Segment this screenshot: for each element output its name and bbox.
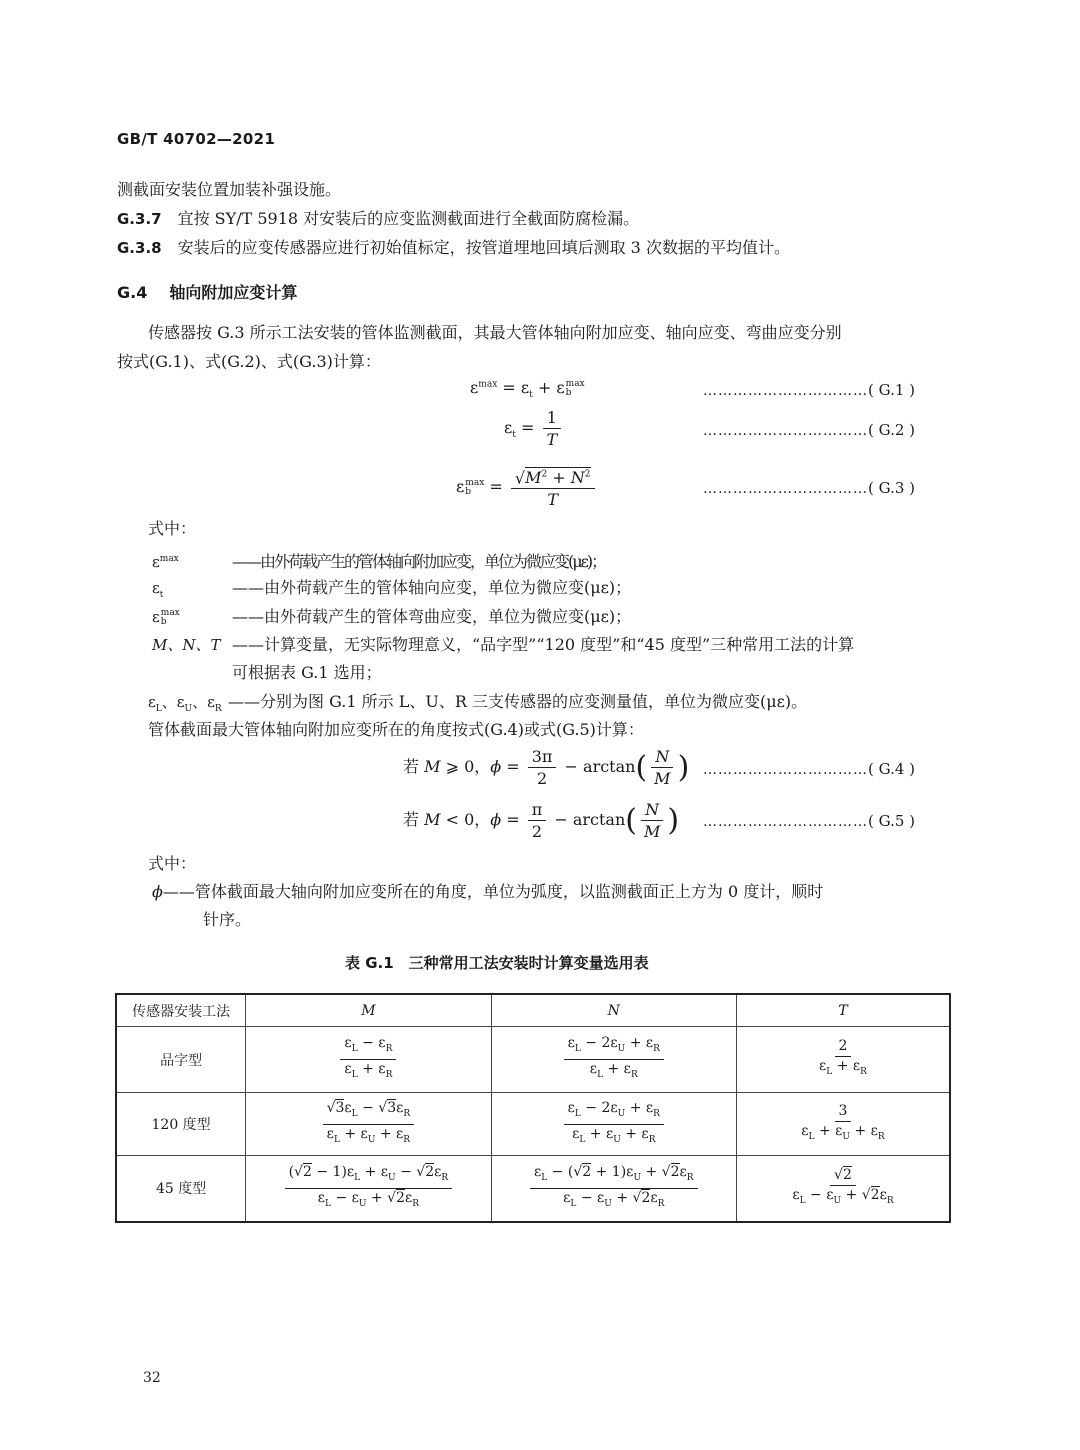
clause-g-3-7 [117, 205, 639, 233]
clause-text: 安装后的应变传感器应进行初始值标定，按管道埋地回填后测取 3 次数据的平均值计。 [177, 238, 790, 257]
cell-m: $\frac{√3\varepsilon_L - √3\varepsilon_R}{\varepsilon_L + \varepsilon_U + \varepsilon_R}$ [246, 1093, 491, 1156]
cell-n: $\frac{\varepsilon_L - 2\varepsilon_U + \varepsilon_R}{\varepsilon_L + \varepsilon_U + \varepsilon_R}$ [491, 1093, 736, 1156]
where-label-2: 式中： [148, 854, 197, 873]
clause-number: G.3.8 [117, 239, 162, 257]
eq-prefix: 若 [403, 757, 420, 776]
section-heading [117, 280, 297, 303]
method-name: 45 度型 [116, 1156, 246, 1222]
cell-n: $\frac{\varepsilon_L - 2\varepsilon_U + \varepsilon_R}{\varepsilon_L + \varepsilon_R}$ [491, 1027, 736, 1093]
section-number: G.4 [117, 283, 148, 302]
def-text: ——由外荷载产生的管体弯曲应变，单位为微应变(με)； [232, 607, 632, 626]
def-text: ——计算变量，无实际物理意义，“品字型”“120 度型”和“45 度型”三种常用工法的计算 [232, 635, 855, 654]
def-text: ——由外荷载产生的管体轴向附加应变，单位为微应变(με)； [232, 552, 606, 571]
intro-line-2: 按式(G.1)、式(G.2)、式(G.3)计算： [117, 352, 381, 371]
method-name: 120 度型 [116, 1093, 246, 1156]
header-t: T [736, 994, 950, 1027]
def-eps-lur: $\varepsilon_L$、$\varepsilon_U$、$\varepsilon_R$ ——分别为图 G.1 所示 L、U、R 三支传感器的应变测量值，单位为微应变(με)。 [148, 692, 808, 714]
def-text: ——分别为图 G.1 所示 L、U、R 三支传感器的应变测量值，单位为微应变(με)。 [228, 692, 808, 711]
equation-g1: $\varepsilon^{max} = \varepsilon_t + \varepsilon$ max b [470, 378, 585, 401]
eq-number: ( G.1 ) [868, 381, 915, 399]
leader-dots: …………………………… [703, 762, 868, 778]
equation-g5-number [703, 811, 915, 830]
intro-line-1: 传感器按 G.3 所示工法安装的管体监测截面，其最大管体轴向附加应变、轴向应变、弯曲应变分别 [148, 323, 842, 342]
cell-t: $\frac{√2}{\varepsilon_L - \varepsilon_U + √2\varepsilon_R}$ [736, 1156, 950, 1222]
equation-g4-number [703, 759, 915, 778]
cell-n: $\frac{\varepsilon_L - (√2 + 1)\varepsilon_U + √2\varepsilon_R}{\varepsilon_L - \varepsilon_U + √2\varepsilon_R}$ [491, 1156, 736, 1222]
cell-m: $\frac{(√2 - 1)\varepsilon_L + \varepsilon_U - √2\varepsilon_R}{\varepsilon_L - \varepsilon_U + √2\varepsilon_R}$ [246, 1156, 491, 1222]
def-eps-t: $\varepsilon_t$ ——由外荷载产生的管体轴向应变，单位为微应变(με)； [152, 578, 632, 600]
leader-dots: …………………………… [703, 423, 868, 439]
leader-dots: …………………………… [703, 383, 868, 399]
section-title: 轴向附加应变计算 [169, 283, 298, 302]
clause-number: G.3.7 [117, 210, 162, 228]
table-caption: 表 G.1 三种常用工法安装时计算变量选用表 [345, 954, 649, 972]
def-mnt: M、N、T ——计算变量，无实际物理意义，“品字型”“120 度型”和“45 度型”三种常用工法的计算 [152, 635, 855, 654]
header-n: N [491, 994, 736, 1027]
equation-g2: $\varepsilon_t$ = $\frac{1}{T}$ [504, 408, 564, 449]
leader-dots: …………………………… [703, 481, 868, 497]
cell-t: $\frac{3}{\varepsilon_L + \varepsilon_U + \varepsilon_R}$ [736, 1093, 950, 1156]
variables-table [115, 993, 951, 1223]
equation-g3: ε max b = $\frac{√M^2 + N^2}{T}$ [456, 466, 598, 509]
equation-g5: 若 M < 0，ϕ = $\frac{\pi}{2}$ − arctan( $\frac{N}{M}$ ) [403, 800, 680, 841]
header-method: 传感器安装工法 [116, 994, 246, 1027]
table-row [116, 1027, 950, 1093]
header-m: M [246, 994, 491, 1027]
table-header-row [116, 994, 950, 1027]
eq-number: ( G.3 ) [868, 479, 915, 497]
angle-intro: 管体截面最大管体轴向附加应变所在的角度按式(G.4)或式(G.5)计算： [148, 720, 644, 739]
eq-number: ( G.5 ) [868, 812, 915, 830]
def-text: ——由外荷载产生的管体轴向应变，单位为微应变(με)； [232, 578, 632, 597]
equation-g1-number [703, 380, 915, 399]
document-header: GB/T 40702—2021 [117, 130, 276, 148]
def-eps-b: ε max b ——由外荷载产生的管体弯曲应变，单位为微应变(με)； [152, 607, 632, 627]
page-number: 32 [143, 1370, 161, 1386]
def-phi: ϕ——管体截面最大轴向附加应变所在的角度，单位为弧度，以监测截面正上方为 0 度计，顺时 [152, 882, 824, 901]
where-label: 式中： [148, 519, 197, 538]
eq-number: ( G.4 ) [868, 760, 915, 778]
clause-text: 宜按 SY/T 5918 对安装后的应变监测截面进行全截面防腐检漏。 [177, 209, 640, 228]
continued-line: 测截面安装位置加装补强设施。 [117, 180, 342, 199]
def-text: ——管体截面最大轴向附加应变所在的角度，单位为弧度，以监测截面正上方为 0 度计，顺时 [162, 882, 824, 901]
leader-dots: …………………………… [703, 814, 868, 830]
eq-prefix: 若 [403, 810, 420, 829]
def-eps-max: $\varepsilon^{max}$ ——由外荷载产生的管体轴向附加应变，单位为微应变(με)； [152, 552, 606, 571]
clause-g-3-8 [117, 234, 790, 262]
cell-t: $\frac{2}{\varepsilon_L + \varepsilon_R}$ [736, 1027, 950, 1093]
equation-g2-number [703, 420, 915, 439]
def-mnt-cont: 可根据表 G.1 选用； [232, 663, 382, 682]
cell-m: $\frac{\varepsilon_L - \varepsilon_R}{\varepsilon_L + \varepsilon_R}$ [246, 1027, 491, 1093]
def-phi-cont: 针序。 [203, 910, 252, 929]
equation-g3-number [703, 478, 915, 497]
eq-number: ( G.2 ) [868, 421, 915, 439]
table-row [116, 1156, 950, 1222]
table-row [116, 1093, 950, 1156]
method-name: 品字型 [116, 1027, 246, 1093]
equation-g4: 若 M ⩾ 0，ϕ = $\frac{3\pi}{2}$ − arctan( $\frac{N}{M}$ ) [403, 747, 690, 788]
